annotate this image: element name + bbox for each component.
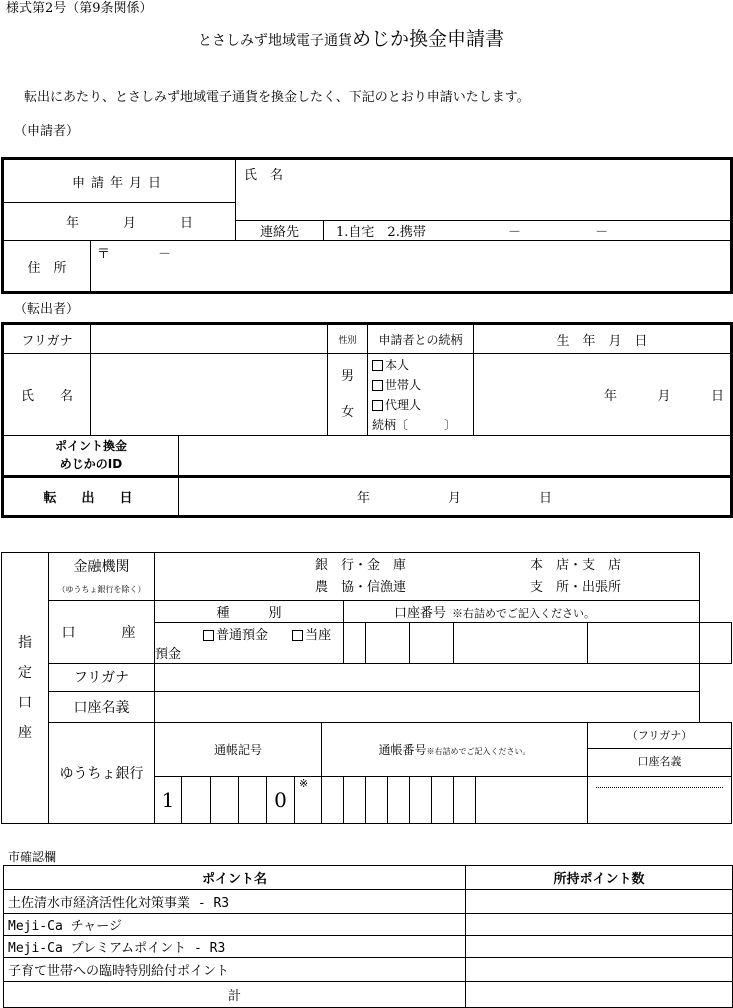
title-prefix: とさしみず地域電子通貨	[198, 33, 352, 49]
date-year: 年	[65, 216, 79, 231]
date-label: 申請年月日	[3, 159, 236, 203]
point-row-value[interactable]	[466, 958, 733, 982]
checkbox-icon[interactable]	[372, 400, 383, 411]
bank-types-2: 農 協・信漁連	[315, 579, 407, 595]
point-id-label: ポイント換金 めじかのID	[3, 436, 179, 476]
city-check-label: 市確認欄	[8, 850, 57, 864]
point-id-field[interactable]	[179, 436, 732, 476]
account-digit[interactable]	[700, 623, 732, 664]
city-check-table	[3, 865, 733, 1008]
account-digit[interactable]	[366, 623, 410, 664]
dotted-separator	[596, 787, 723, 788]
checkbox-icon[interactable]	[372, 360, 383, 371]
point-row-value[interactable]	[466, 914, 733, 936]
gender-female[interactable]: 女	[340, 404, 354, 420]
branch-types-2: 支 所・出張所	[530, 579, 622, 595]
number-digit[interactable]	[388, 776, 410, 823]
account-digit[interactable]	[410, 623, 454, 664]
contact-dash-1: －	[507, 225, 521, 240]
transferee-table	[1, 322, 733, 518]
date-day: 日	[179, 216, 193, 231]
contact-label: 連絡先	[236, 221, 324, 241]
gender-label: 性別	[328, 324, 368, 354]
transferee-name-field[interactable]	[91, 354, 328, 436]
account-no-note: ※右詰めでご記入ください。	[452, 607, 596, 621]
number-digit[interactable]	[322, 776, 344, 823]
application-date-field[interactable]	[3, 203, 236, 241]
relation-other: 続柄〔 〕	[372, 417, 457, 432]
birth-year: 年	[604, 389, 618, 405]
name-field[interactable]	[236, 159, 732, 221]
applicant-section-label: （申請者）	[14, 124, 80, 139]
account-type-field[interactable]	[155, 623, 344, 664]
birth-day: 日	[710, 389, 724, 405]
form-title	[198, 24, 504, 51]
moveout-label: 転 出 日	[3, 476, 179, 516]
birth-field[interactable]	[474, 354, 732, 436]
holder-field[interactable]	[155, 691, 700, 723]
point-row-label: Meji-Ca チャージ	[4, 914, 466, 936]
name-label: 氏 名	[244, 168, 284, 183]
point-row-label: 子育て世帯への臨時特別給付ポイント	[4, 958, 466, 982]
checkbox-icon[interactable]	[372, 380, 383, 391]
moveout-year: 年	[357, 490, 371, 506]
birth-month: 月	[657, 389, 671, 405]
postal-mark: 〒	[97, 247, 111, 262]
col-point-name: ポイント名	[4, 866, 466, 890]
account-digit[interactable]	[588, 623, 700, 664]
moveout-date-field[interactable]	[179, 476, 732, 516]
symbol-asterisk: ※	[295, 776, 322, 823]
point-row-label: 土佐清水市経済活性化対策事業 - R3	[4, 890, 466, 914]
relation-household[interactable]: 世帯人	[372, 375, 473, 395]
bank-label: 金融機関	[49, 553, 155, 579]
yucho-label: ゆうちょ銀行	[49, 723, 155, 824]
bank-types-1: 銀 行・金 庫	[315, 557, 407, 573]
account-no-header	[344, 601, 700, 623]
number-digit[interactable]	[366, 776, 388, 823]
date-month: 月	[122, 216, 136, 231]
account-digit[interactable]	[454, 623, 588, 664]
total-label: 計	[4, 982, 466, 1008]
type-label: 種 別	[155, 601, 344, 623]
moveout-month: 月	[448, 490, 462, 506]
symbol-digit-first: 1	[155, 776, 182, 823]
account-label: 口 座	[49, 601, 155, 664]
contact-field[interactable]	[324, 221, 732, 241]
relation-agent[interactable]: 代理人	[372, 395, 473, 415]
gender-field[interactable]	[328, 354, 368, 436]
account-furigana-label: フリガナ	[49, 664, 155, 691]
number-digit[interactable]	[410, 776, 432, 823]
symbol-digit-last: 0	[267, 776, 295, 823]
bank-note: （ゆうちょ銀行を除く）	[49, 579, 155, 601]
col-points: 所持ポイント数	[466, 866, 733, 890]
passbook-symbol-label: 通帳記号	[155, 723, 322, 777]
type-current[interactable]: 当座預金	[155, 628, 332, 663]
point-row-value[interactable]	[466, 890, 733, 914]
title-main: めじか換金申請書	[352, 28, 505, 50]
symbol-digit[interactable]	[211, 776, 239, 823]
relation-field[interactable]	[368, 354, 474, 436]
designated-account-label: 指 定 口 座	[2, 553, 49, 824]
checkbox-icon[interactable]	[203, 630, 214, 641]
yucho-holder-field[interactable]	[588, 776, 732, 823]
number-digit[interactable]	[432, 776, 454, 823]
gender-male[interactable]: 男	[340, 368, 354, 384]
moveout-day: 日	[539, 490, 553, 506]
holder-label: 口座名義	[49, 691, 155, 723]
account-table	[1, 552, 732, 824]
yucho-holder-header: （フリガナ） 口座名義	[588, 723, 732, 777]
number-digit[interactable]	[476, 776, 588, 823]
branch-types-1: 本 店・支 店	[530, 557, 622, 573]
account-no-label: 口座番号	[394, 606, 447, 622]
postal-dash: －	[158, 247, 172, 262]
address-field[interactable]	[91, 241, 732, 293]
type-ordinary[interactable]: 普通預金	[203, 628, 268, 643]
furigana-field[interactable]	[91, 324, 328, 354]
passbook-number-header: 通帳番号※右詰めでご記入ください。	[322, 723, 588, 777]
applicant-table	[1, 157, 733, 294]
symbol-digit[interactable]	[239, 776, 267, 823]
relation-label: 申請者との続柄	[368, 324, 474, 354]
address-label: 住 所	[3, 241, 91, 293]
form-number: 様式第2号（第9条関係）	[6, 1, 153, 16]
number-digit[interactable]	[344, 776, 366, 823]
transferee-name-label: 氏 名	[3, 354, 91, 436]
birth-label: 生 年 月 日	[474, 324, 732, 354]
account-digit[interactable]	[344, 623, 366, 664]
account-furigana-field[interactable]	[155, 664, 700, 691]
number-digit[interactable]	[454, 776, 476, 823]
total-value[interactable]	[466, 982, 733, 1008]
furigana-label: フリガナ	[3, 324, 91, 354]
relation-self[interactable]: 本人	[372, 355, 473, 375]
intro-text: 転出にあたり、とさしみず地域電子通貨を換金したく、下記のとおり申請いたします。	[24, 90, 530, 105]
contact-dash-2: －	[595, 225, 609, 240]
symbol-digit[interactable]	[182, 776, 211, 823]
bank-field[interactable]	[155, 553, 700, 601]
checkbox-icon[interactable]	[292, 630, 303, 641]
transferee-section-label: （転出者）	[14, 302, 80, 317]
point-row-label: Meji-Ca プレミアムポイント - R3	[4, 936, 466, 958]
point-row-value[interactable]	[466, 936, 733, 958]
contact-options: 1.自宅 2.携帯	[336, 225, 426, 240]
